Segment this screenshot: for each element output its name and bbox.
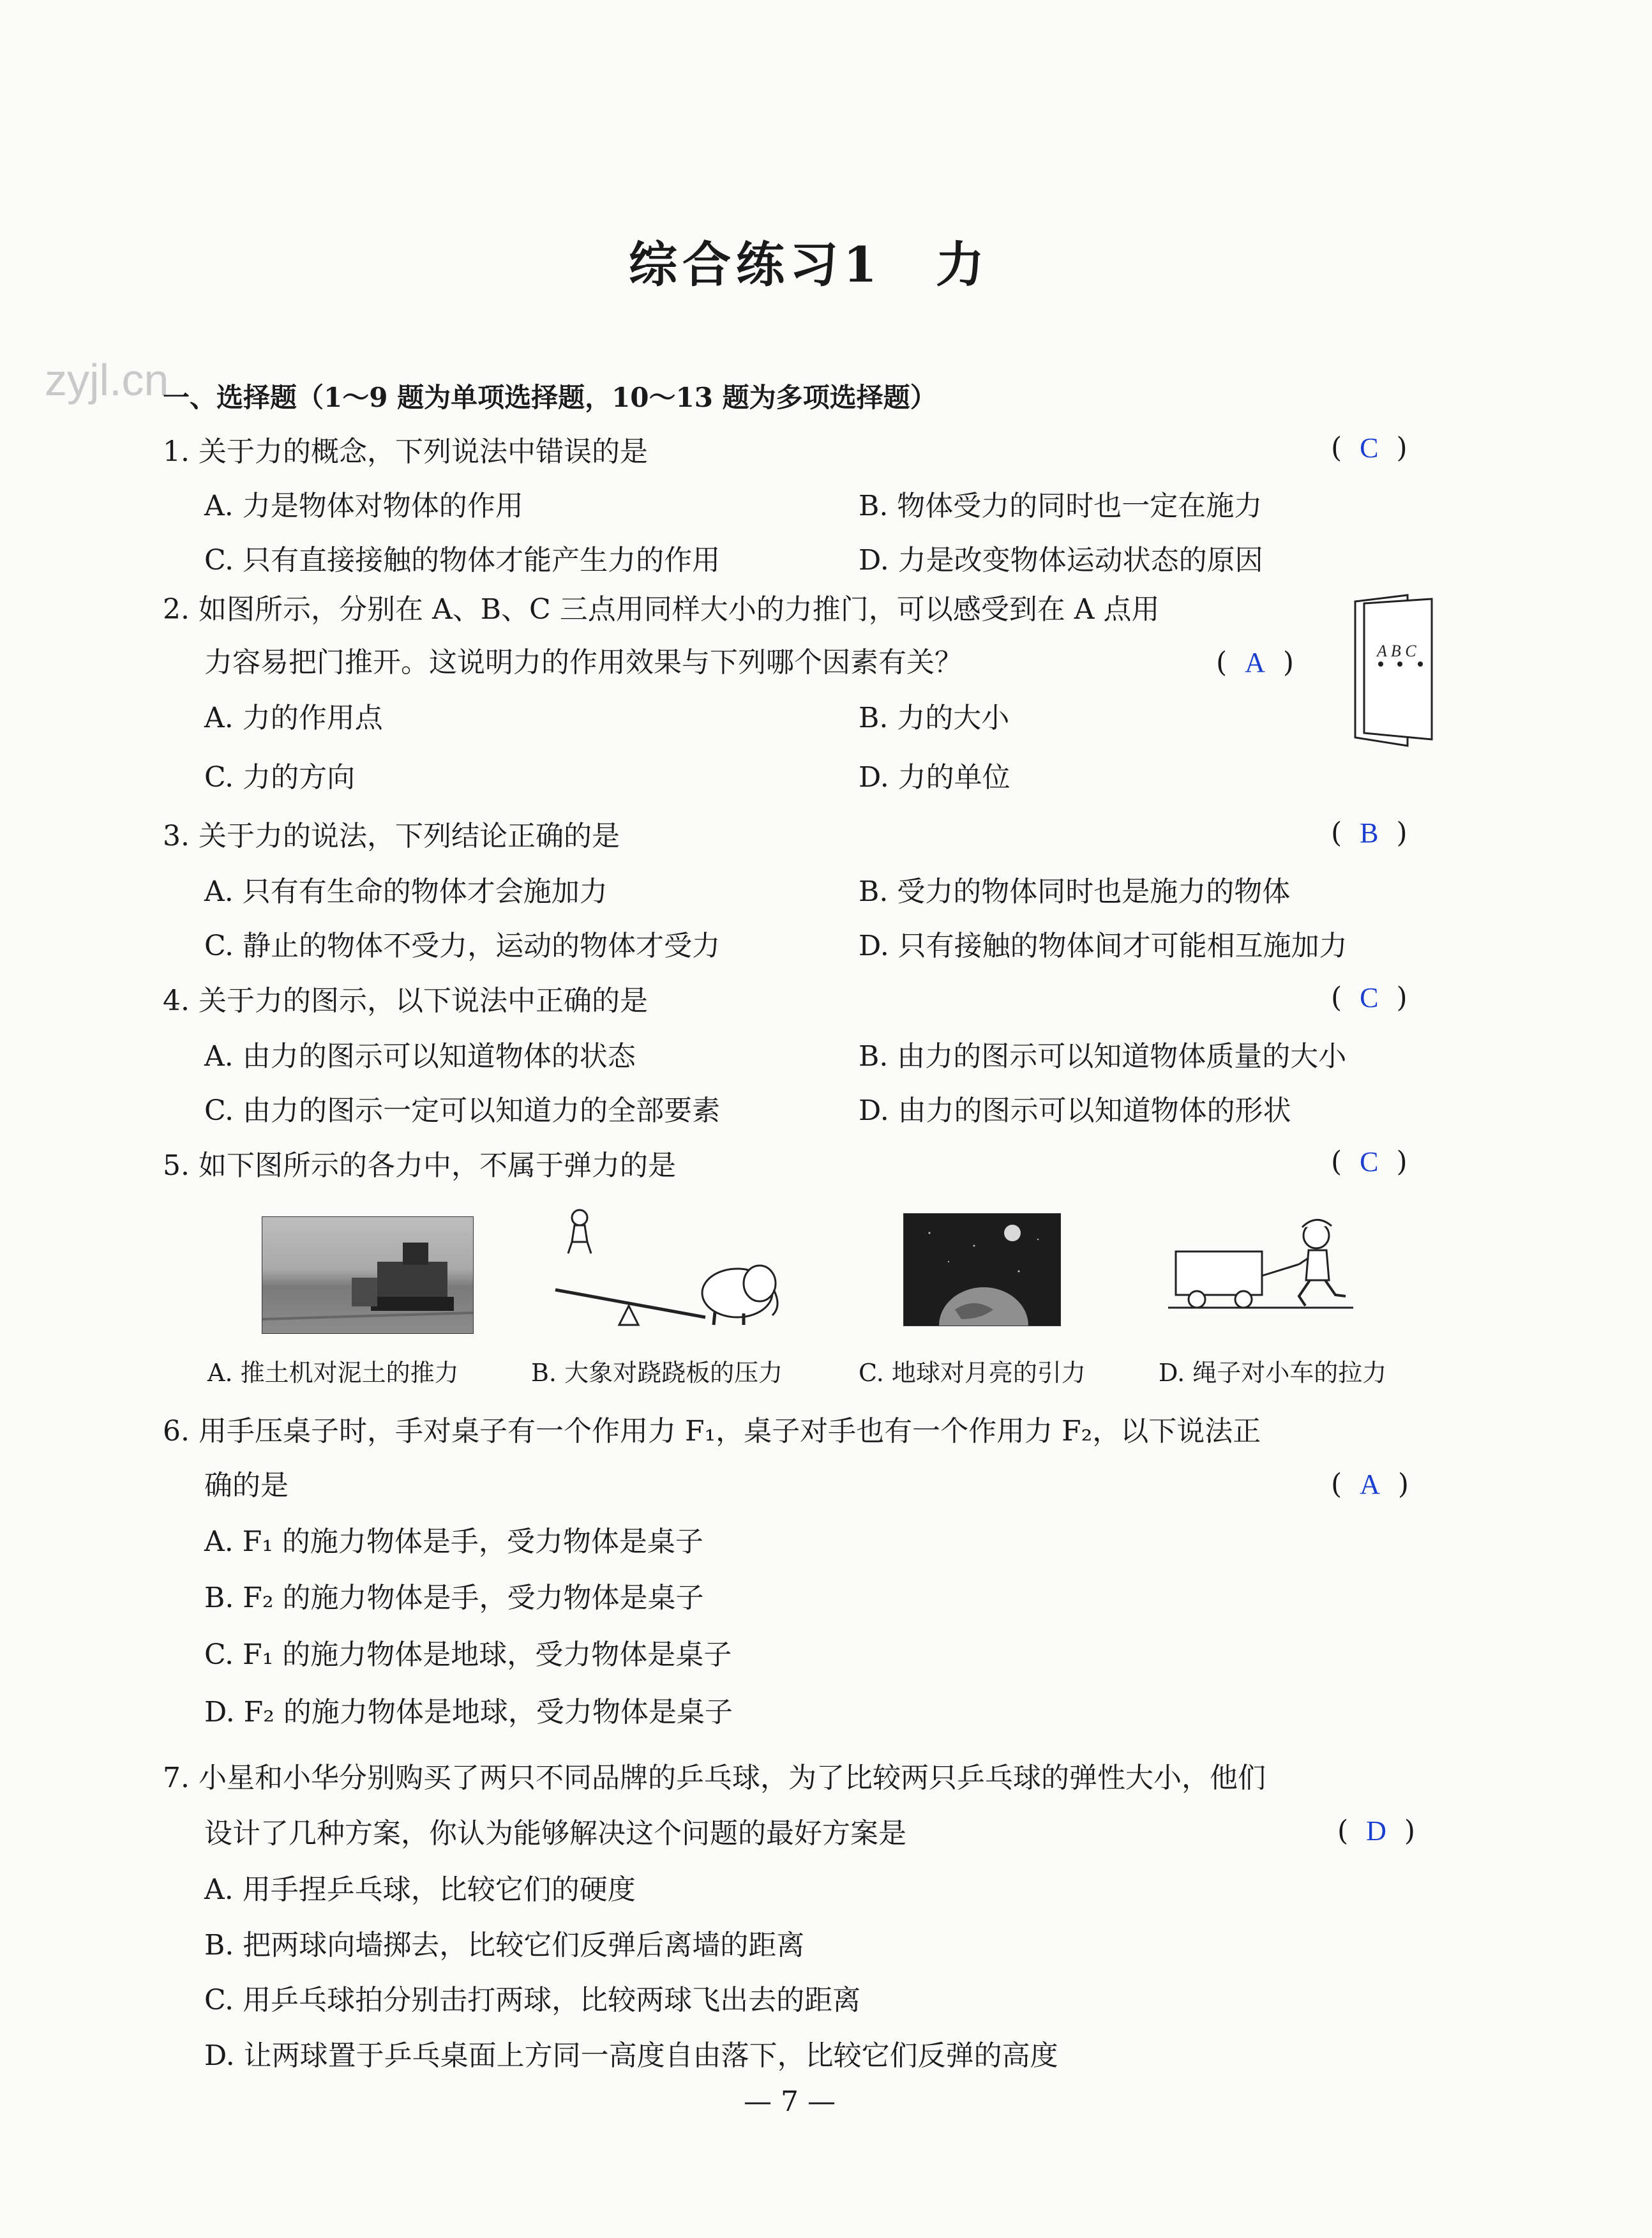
q2-stem-line1: 2. 如图所示，分别在 A、B、C 三点用同样大小的力推门，可以感受到在 A 点用 <box>163 593 1160 626</box>
q5-stem: 5. 如下图所示的各力中，不属于弹力的是 <box>163 1149 676 1182</box>
q1-option-a: A. 力是物体对物体的作用 <box>204 490 523 522</box>
q7-option-a: A. 用手捏乒乓球，比较它们的硬度 <box>204 1873 636 1906</box>
q2-answer-letter: A <box>1245 647 1265 678</box>
q3-answer-letter: B <box>1360 817 1379 849</box>
q3-answer: ( B ) <box>1331 817 1408 849</box>
door-point-c <box>1418 662 1423 667</box>
q1-option-b: B. 物体受力的同时也一定在施力 <box>859 490 1263 522</box>
q4-option-a: A. 由力的图示可以知道物体的状态 <box>204 1040 636 1073</box>
q2-option-c: C. 力的方向 <box>204 761 356 794</box>
q4-option-b: B. 由力的图示可以知道物体质量的大小 <box>859 1040 1347 1073</box>
q7-option-c: C. 用乒乓球拍分别击打两球，比较两球飞出去的距离 <box>204 1984 861 2016</box>
q5-answer-letter: C <box>1360 1146 1379 1177</box>
elephant-seesaw-figure <box>549 1204 785 1338</box>
q2-option-a: A. 力的作用点 <box>204 702 383 734</box>
q7-stem-line2: 设计了几种方案，你认为能够解决这个问题的最好方案是 <box>204 1817 906 1850</box>
door-point-labels: A B C <box>1377 642 1416 660</box>
q6-option-d: D. F₂ 的施力物体是地球，受力物体是桌子 <box>204 1696 733 1728</box>
q4-stem: 4. 关于力的图示，以下说法中正确的是 <box>163 985 648 1017</box>
q5-caption-a: A. 推土机对泥土的推力 <box>207 1359 459 1387</box>
page-title: 综合练习1 力 <box>629 236 989 293</box>
q3-option-c: C. 静止的物体不受力，运动的物体才受力 <box>204 930 721 962</box>
q6-option-b: B. F₂ 的施力物体是手，受力物体是桌子 <box>204 1582 704 1614</box>
section-heading: 一、选择题（1～9 题为单项选择题，10～13 题为多项选择题） <box>163 382 937 413</box>
watermark: zyjl.cn <box>45 355 169 405</box>
q1-option-d: D. 力是改变物体运动状态的原因 <box>859 544 1263 577</box>
q3-option-a: A. 只有有生命的物体才会施加力 <box>204 875 608 908</box>
q6-option-c: C. F₁ 的施力物体是地球，受力物体是桌子 <box>204 1638 732 1671</box>
q4-answer-letter: C <box>1360 982 1379 1013</box>
q6-answer: ( A ) <box>1331 1468 1409 1501</box>
q6-answer-letter: A <box>1360 1469 1380 1500</box>
q3-stem: 3. 关于力的说法，下列结论正确的是 <box>163 820 620 852</box>
q1-answer-letter: C <box>1360 432 1379 464</box>
q2-option-d: D. 力的单位 <box>859 761 1010 794</box>
q4-option-c: C. 由力的图示一定可以知道力的全部要素 <box>204 1094 721 1127</box>
q3-option-b: B. 受力的物体同时也是施力的物体 <box>859 875 1291 908</box>
q7-option-d: D. 让两球置于乒乓桌面上方同一高度自由落下，比较它们反弹的高度 <box>204 2039 1058 2072</box>
q7-answer: ( D ) <box>1337 1815 1416 1847</box>
door-figure <box>1350 594 1436 747</box>
door-point-b <box>1397 662 1402 667</box>
q3-option-d: D. 只有接触的物体间才可能相互施加力 <box>859 930 1348 962</box>
q5-caption-d: D. 绳子对小车的拉力 <box>1159 1359 1387 1387</box>
boy-pulling-cart-figure <box>1168 1200 1353 1338</box>
page-number: — 7 — <box>744 2085 836 2118</box>
q2-stem-line2: 力容易把门推开。这说明力的作用效果与下列哪个因素有关？ <box>204 646 963 679</box>
q5-caption-b: B. 大象对跷跷板的压力 <box>531 1359 783 1387</box>
q1-stem: 1. 关于力的概念，下列说法中错误的是 <box>163 435 648 468</box>
q2-answer: ( A ) <box>1216 646 1295 679</box>
q5-answer: ( C ) <box>1331 1145 1408 1178</box>
door-point-a <box>1378 662 1383 667</box>
earth-moon-photo <box>903 1213 1061 1326</box>
q1-option-c: C. 只有直接接触的物体才能产生力的作用 <box>204 544 721 577</box>
q7-answer-letter: D <box>1366 1815 1386 1847</box>
q1-answer: ( C ) <box>1331 432 1408 464</box>
q6-option-a: A. F₁ 的施力物体是手，受力物体是桌子 <box>204 1525 703 1558</box>
q4-answer: ( C ) <box>1331 981 1408 1014</box>
q4-option-d: D. 由力的图示可以知道物体的形状 <box>859 1094 1291 1127</box>
q6-stem-line2: 确的是 <box>204 1469 289 1502</box>
q7-stem-line1: 7. 小星和小华分别购买了两只不同品牌的乒乓球，为了比较两只乒乓球的弹性大小，他们 <box>163 1762 1266 1794</box>
q5-caption-c: C. 地球对月亮的引力 <box>859 1359 1086 1387</box>
q7-option-b: B. 把两球向墙掷去，比较它们反弹后离墙的距离 <box>204 1929 805 1962</box>
bulldozer-photo <box>262 1216 474 1334</box>
q6-stem-line1: 6. 用手压桌子时，手对桌子有一个作用力 F₁，桌子对手也有一个作用力 F₂，以下说法正 <box>163 1415 1261 1448</box>
q2-option-b: B. 力的大小 <box>859 702 1010 734</box>
